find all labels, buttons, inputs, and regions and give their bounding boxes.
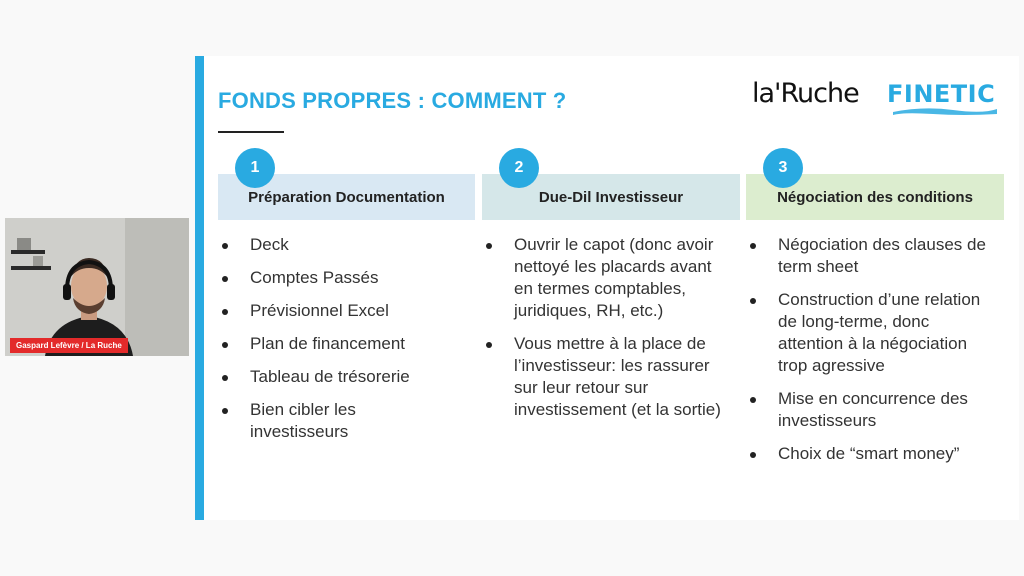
finetic-logo: FINETIC bbox=[887, 80, 995, 108]
step-number-2: 2 bbox=[499, 148, 539, 188]
column-2-header: Due-Dil Investisseur bbox=[482, 174, 740, 220]
step-number-1: 1 bbox=[235, 148, 275, 188]
list-item: Choix de “smart money” bbox=[746, 443, 996, 465]
list-item: Vous mettre à la place de l’investisseur: les rassurer sur leur retour sur investissement (et la sortie) bbox=[482, 333, 732, 421]
column-3-header: Négociation des conditions bbox=[746, 174, 1004, 220]
slide-title: FONDS PROPRES : COMMENT ? bbox=[218, 88, 567, 113]
list-item: Deck bbox=[218, 234, 458, 256]
list-item: Construction d’une relation de long-terme, donc attention à la négociation trop agressive bbox=[746, 289, 996, 377]
laruche-logo: la'Ruche bbox=[752, 78, 859, 109]
speaker-name-tag: Gaspard Lefèvre / La Ruche bbox=[10, 338, 128, 353]
slide-accent-bar bbox=[195, 56, 204, 520]
webcam-feed bbox=[5, 218, 189, 356]
title-underline bbox=[218, 131, 284, 133]
list-item: Tableau de trésorerie bbox=[218, 366, 458, 388]
list-item: Ouvrir le capot (donc avoir nettoyé les placards avant en termes comptables, juridiques, RH, etc.) bbox=[482, 234, 732, 322]
column-3-list bbox=[746, 234, 996, 476]
column-1-list bbox=[218, 234, 458, 454]
list-item: Comptes Passés bbox=[218, 267, 458, 289]
step-number-3: 3 bbox=[763, 148, 803, 188]
list-item: Plan de financement bbox=[218, 333, 458, 355]
list-item: Bien cibler les investisseurs bbox=[218, 399, 410, 443]
presenter-video-icon bbox=[5, 218, 189, 356]
column-2-list bbox=[482, 234, 732, 432]
column-1-header: Préparation Documentation bbox=[218, 174, 475, 220]
presentation-slide bbox=[195, 56, 1019, 520]
list-item: Mise en concurrence des investisseurs bbox=[746, 388, 996, 432]
list-item: Prévisionnel Excel bbox=[218, 300, 458, 322]
list-item: Négociation des clauses de term sheet bbox=[746, 234, 996, 278]
